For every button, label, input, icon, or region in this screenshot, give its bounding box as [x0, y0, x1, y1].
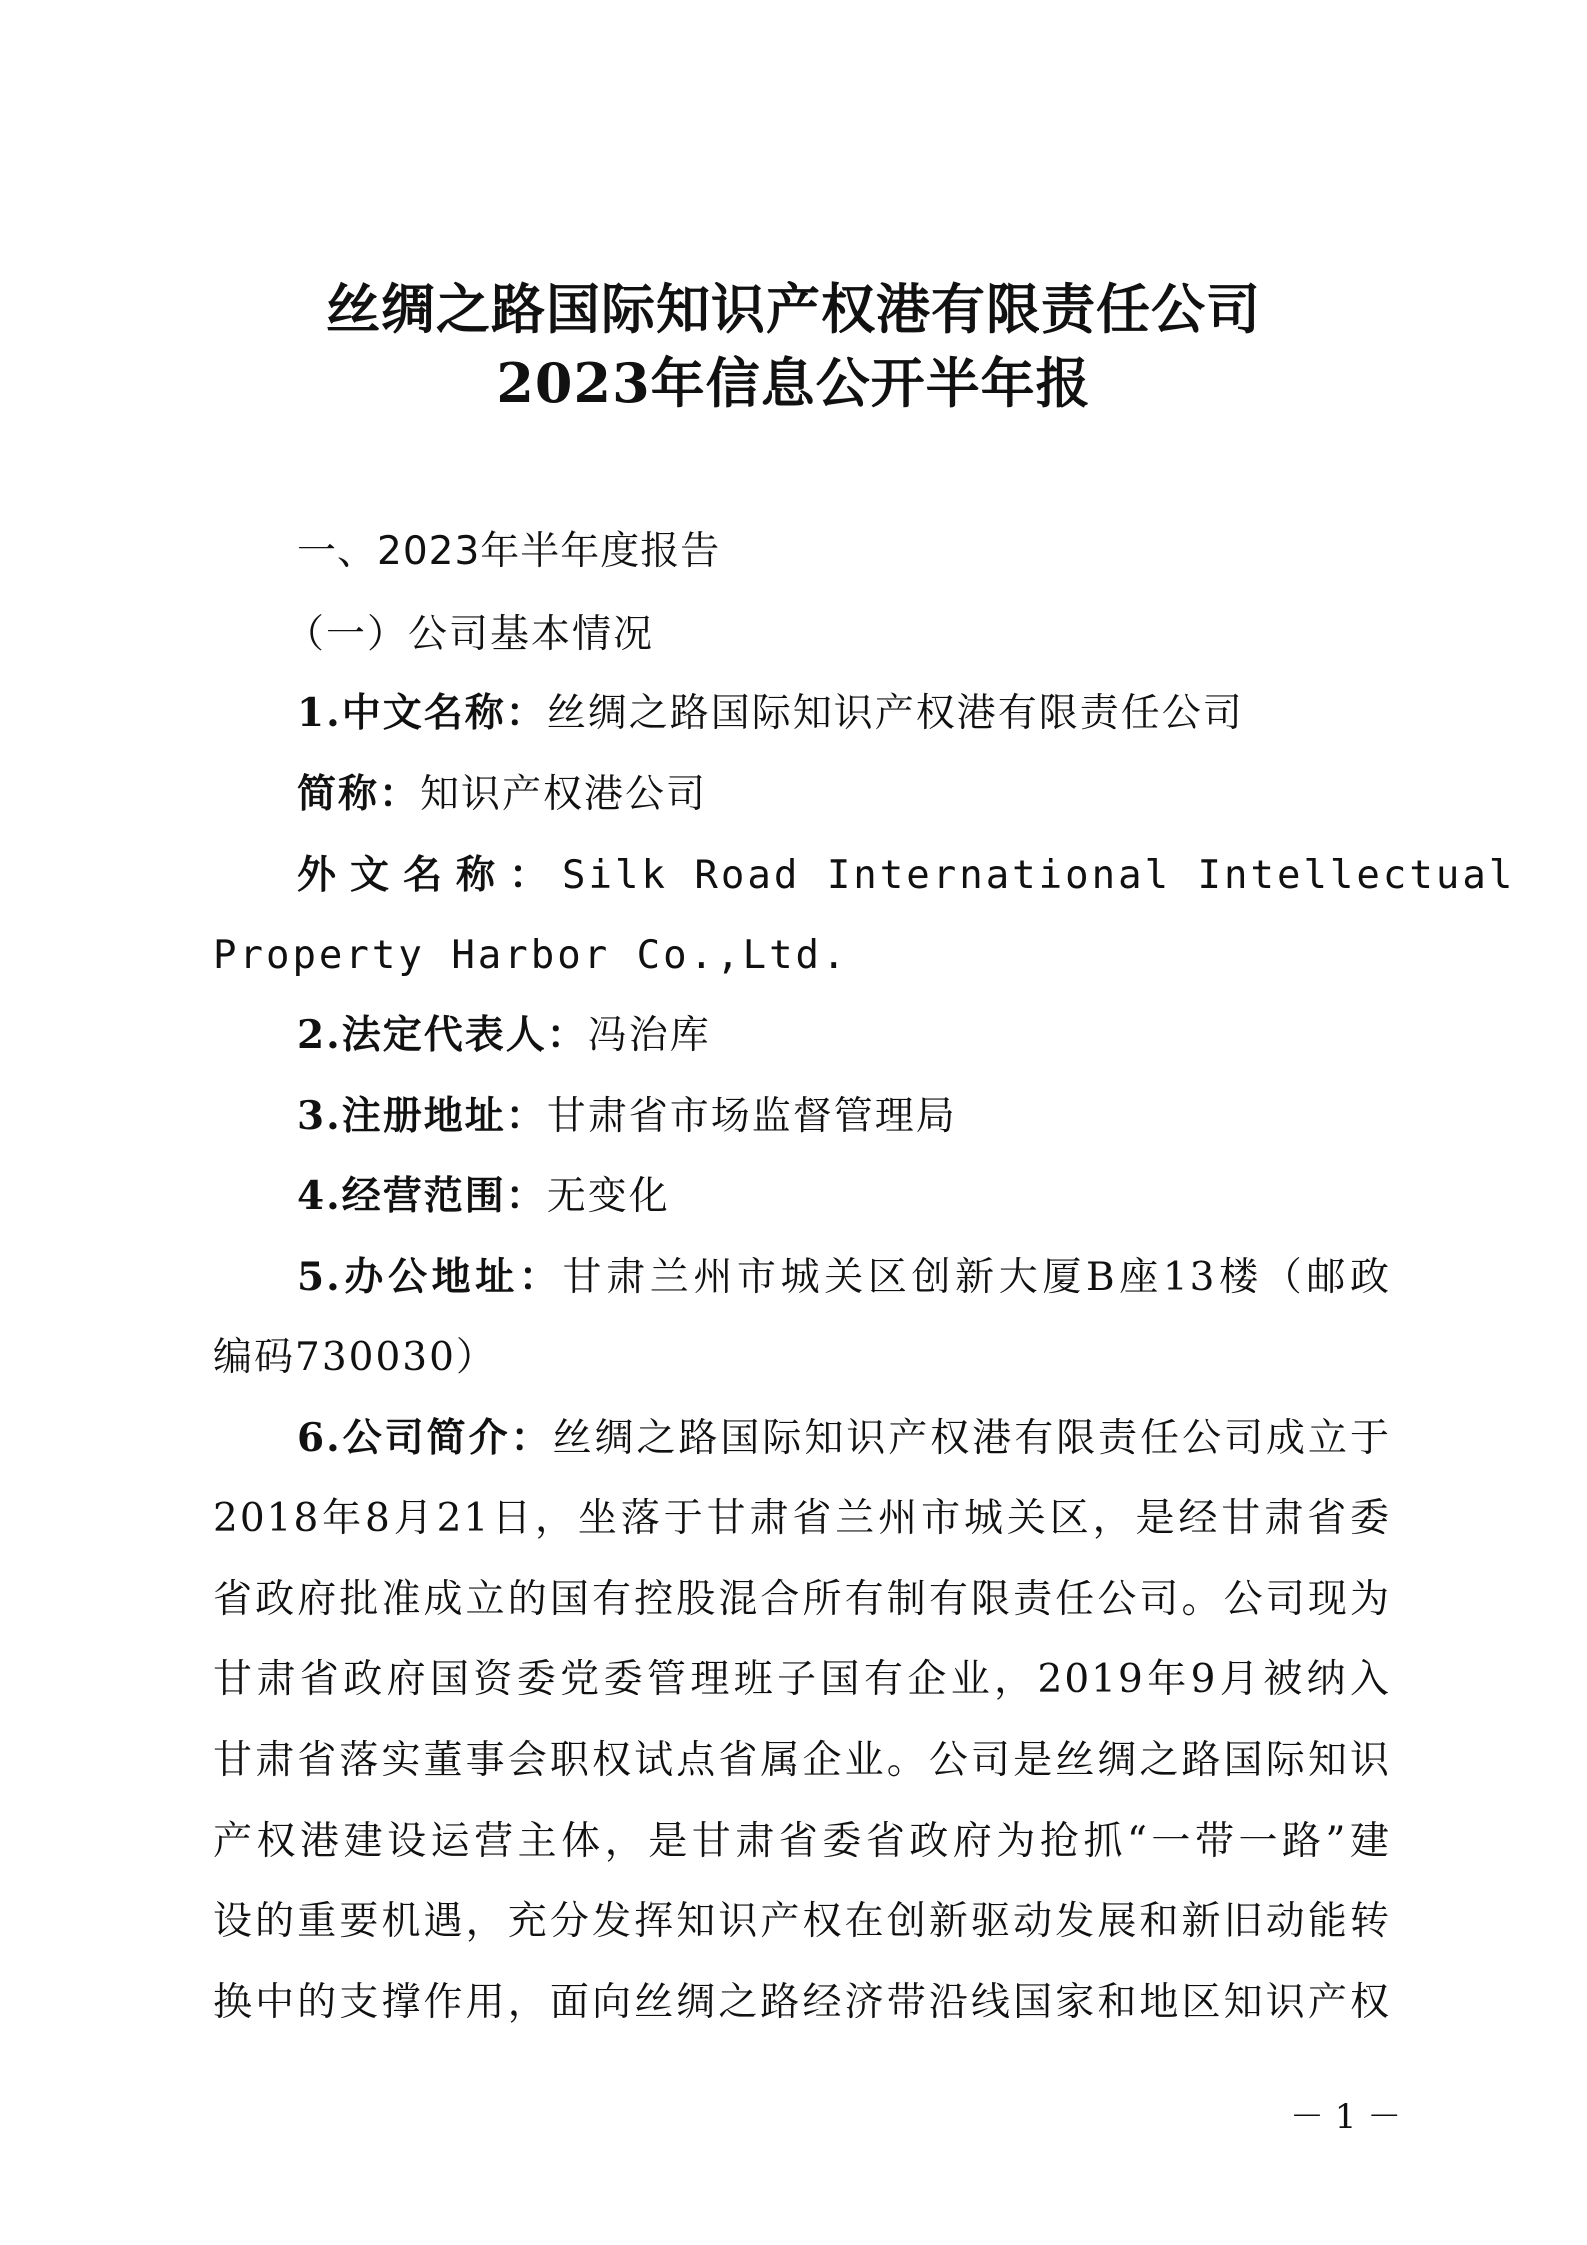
chinese-name-value: 丝绸之路国际知识产权港有限责任公司 — [546, 691, 1244, 736]
legal-representative-line — [297, 1012, 711, 1058]
business-scope-label: 4.经营范围： — [297, 1173, 547, 1219]
company-profile-line-7: 设的重要机遇，充分发挥知识产权在创新驱动发展和新旧动能转 — [213, 1899, 1391, 1944]
business-scope-line — [297, 1173, 670, 1219]
legal-representative-label: 2.法定代表人： — [297, 1012, 588, 1058]
office-address-value-line-2: 编码730030） — [213, 1335, 497, 1380]
company-profile-line-8: 换中的支撑作用，面向丝绸之路经济带沿线国家和地区知识产权 — [213, 1980, 1391, 2025]
foreign-name-line-1 — [297, 852, 1516, 898]
company-profile-line-4: 甘肃省政府国资委党委管理班子国有企业，2019年9月被纳入 — [213, 1657, 1391, 1702]
document-title-line-1: 丝绸之路国际知识产权港有限责任公司 — [326, 277, 1261, 341]
office-address-line-1 — [297, 1254, 1391, 1300]
short-name-label: 简称： — [297, 771, 421, 817]
document-title-line-2: 2023年信息公开半年报 — [496, 351, 1091, 415]
subsection-heading: （一）公司基本情况 — [285, 612, 655, 657]
page-number: － 1 － — [1290, 2097, 1402, 2137]
company-profile-line-2: 2018年8月21日，坐落于甘肃省兰州市城关区，是经甘肃省委 — [213, 1496, 1391, 1541]
company-profile-line-6: 产权港建设运营主体，是甘肃省委省政府为抢抓“一带一路”建 — [213, 1819, 1391, 1864]
chinese-name-label: 1.中文名称： — [297, 690, 547, 736]
office-address-value-line-1: 甘肃兰州市城关区创新大厦B座13楼（邮政 — [562, 1255, 1391, 1300]
short-name-line — [297, 771, 708, 817]
company-profile-label: 6.公司简介： — [297, 1415, 553, 1461]
short-name-value: 知识产权港公司 — [420, 772, 708, 817]
foreign-name-value-line-2: Property Harbor Co.,Ltd. — [213, 933, 849, 978]
office-address-label: 5.办公地址： — [297, 1254, 563, 1300]
company-profile-line-5: 甘肃省落实董事会职权试点省属企业。公司是丝绸之路国际知识 — [213, 1738, 1391, 1783]
company-profile-line-3: 省政府批准成立的国有控股混合所有制有限责任公司。公司现为 — [213, 1577, 1391, 1622]
section-heading: 一、2023年半年度报告 — [297, 529, 721, 574]
foreign-name-label: 外文名称： — [297, 852, 563, 898]
registered-address-value: 甘肃省市场监督管理局 — [546, 1094, 957, 1139]
business-scope-value: 无变化 — [546, 1174, 670, 1219]
registered-address-label: 3.注册地址： — [297, 1093, 547, 1139]
registered-address-line — [297, 1093, 957, 1139]
foreign-name-value-line-1: Silk Road International Intellectual — [562, 853, 1516, 898]
legal-representative-value: 冯治库 — [587, 1013, 711, 1058]
chinese-name-line — [297, 690, 1244, 736]
company-profile-value-line-1: 丝绸之路国际知识产权港有限责任公司成立于 — [552, 1416, 1391, 1461]
company-profile-line-1 — [297, 1415, 1391, 1461]
